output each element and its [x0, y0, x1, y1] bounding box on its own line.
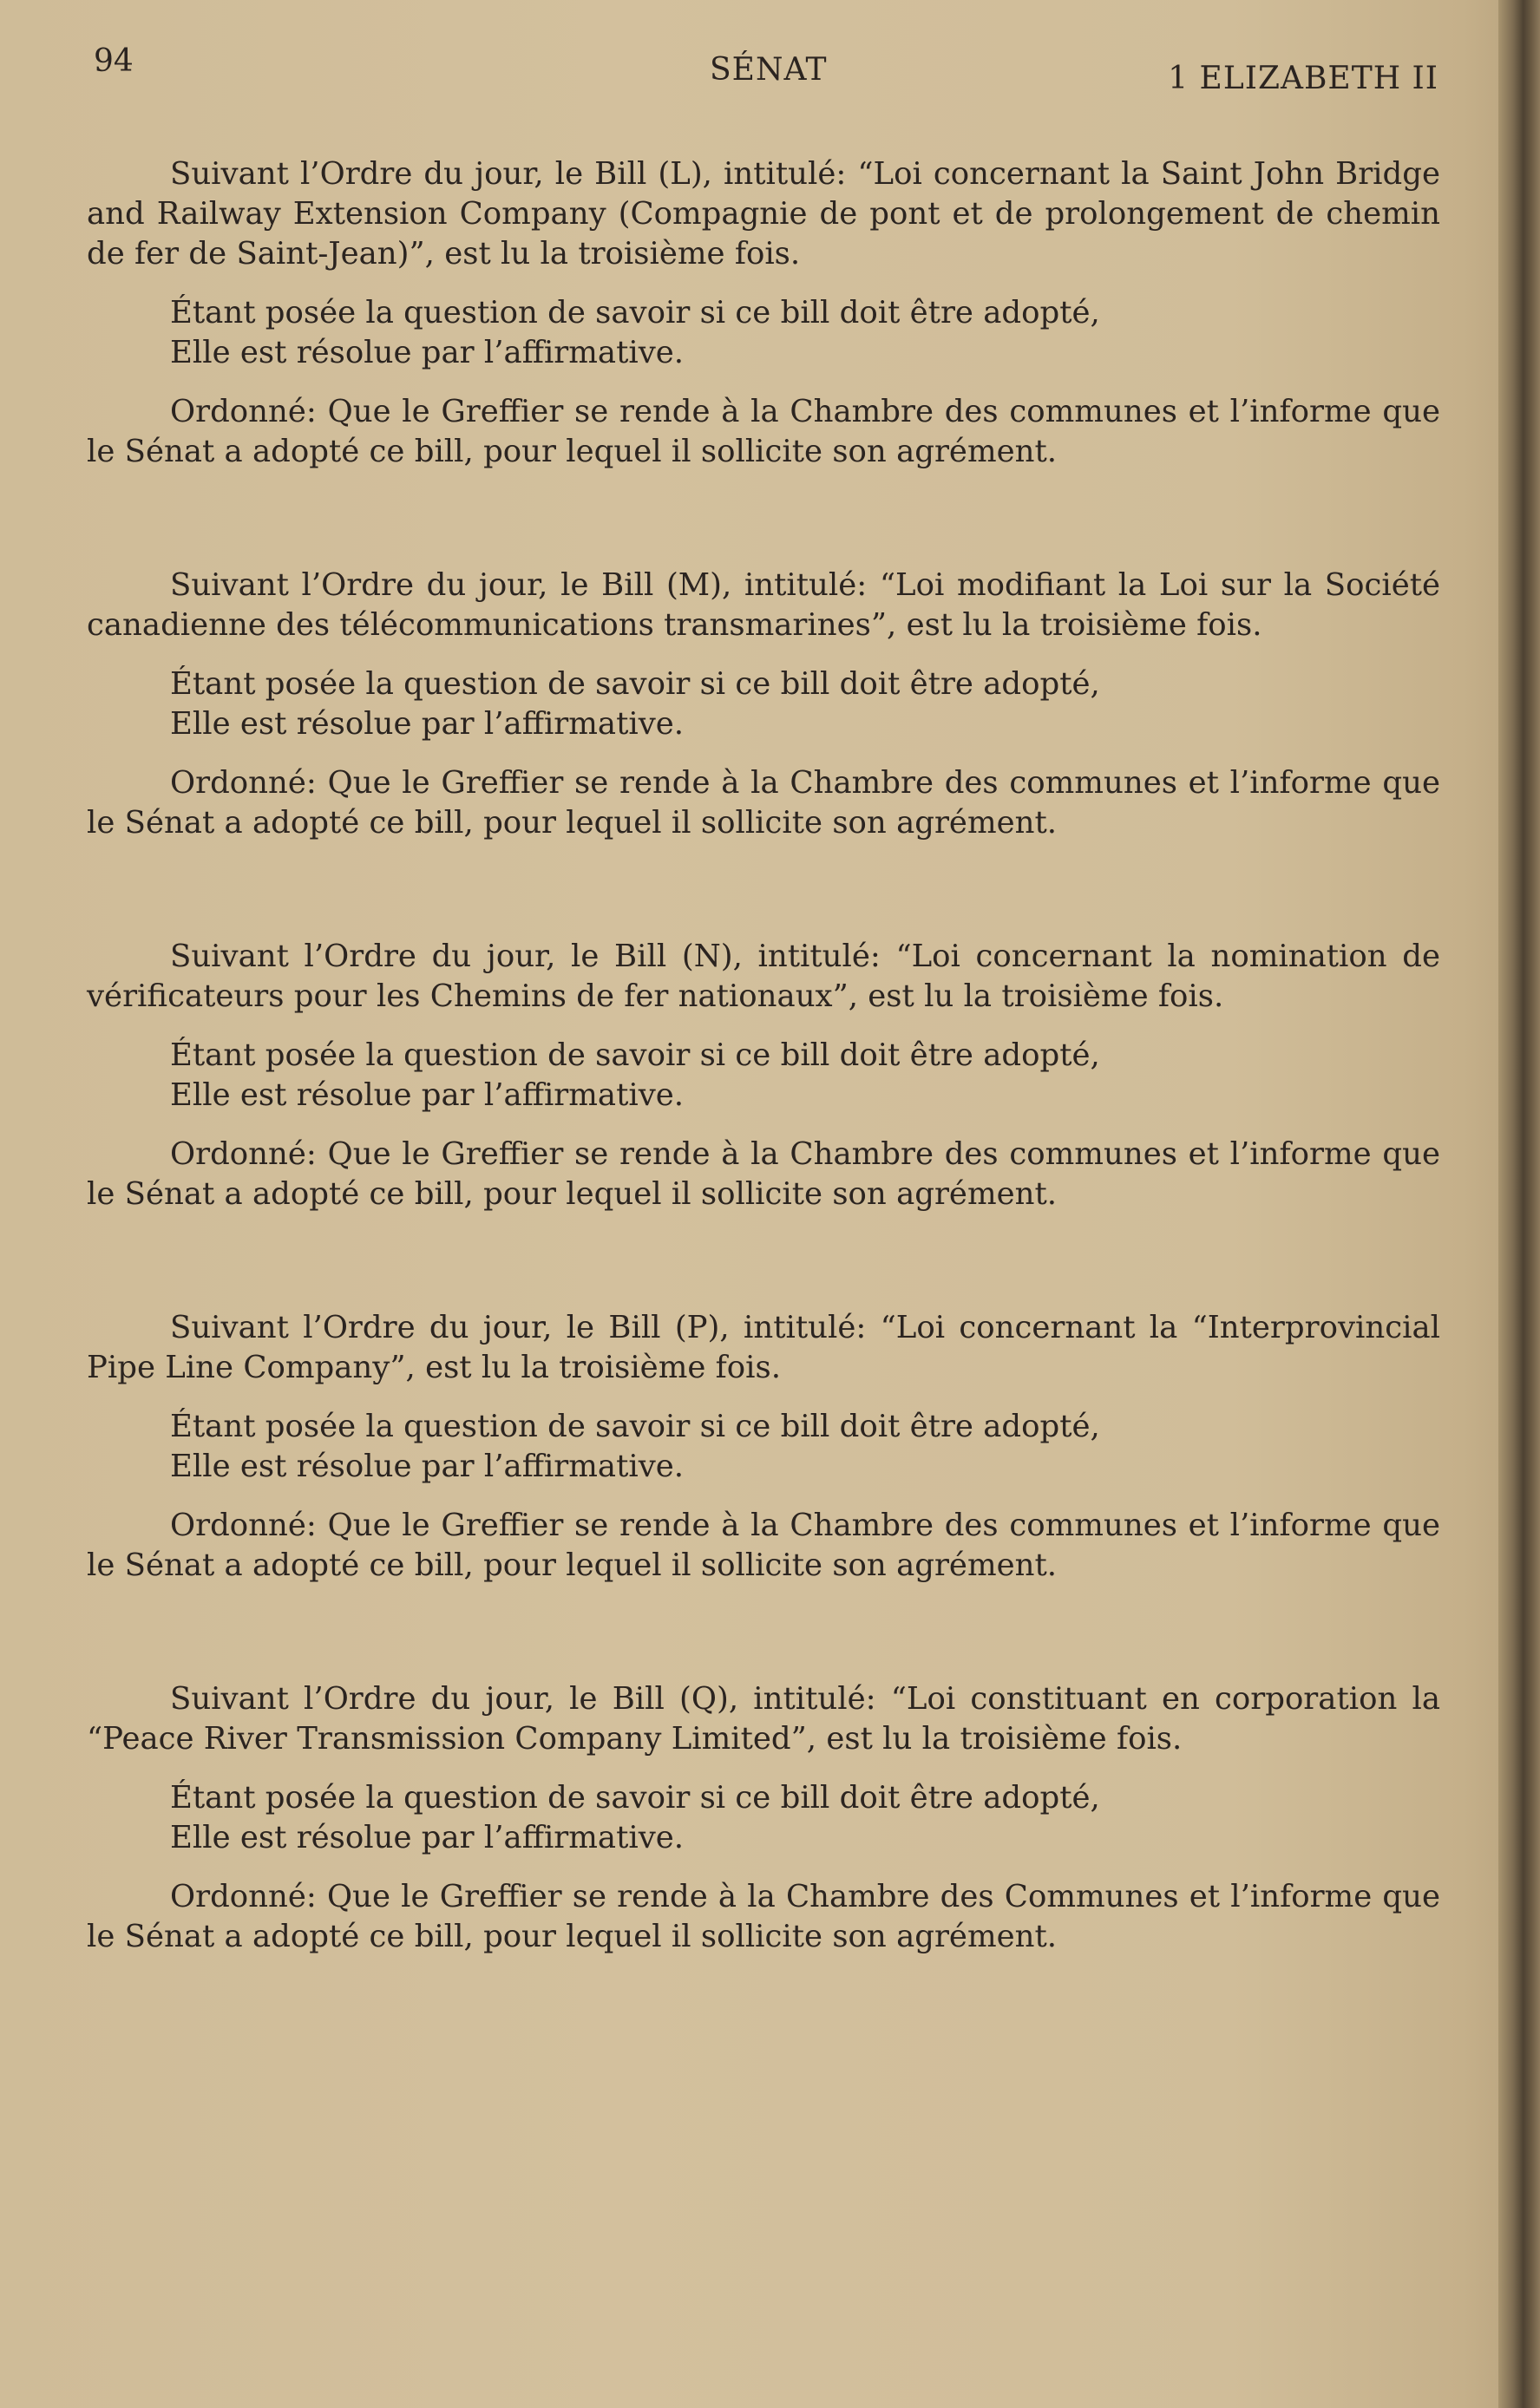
question-block [170, 1778, 1440, 1858]
question-text: Étant posée la question de savoir si ce bill doit être adopté, [170, 295, 1100, 330]
bill-entry-q [87, 1679, 1440, 1957]
question-text: Étant posée la question de savoir si ce bill doit être adopté, [170, 1037, 1100, 1073]
bill-entry-l [87, 154, 1440, 472]
bill-lead-paragraph: Suivant l’Ordre du jour, le Bill (L), intitulé: “Loi concernant la Saint John Bridge and Railway Extension Company (Compagnie de pont et de prolongement de chemin de fer de Saint-Jean)”, est lu la troisième fois. [87, 156, 1440, 272]
order-paragraph: Ordonné: Que le Greffier se rende à la Chambre des communes et l’informe que le Sénat a adopté ce bill, pour lequel il sollicite son agrément. [87, 1136, 1440, 1212]
result-text: Elle est résolue par l’affirmative. [170, 1449, 685, 1484]
bill-lead-paragraph: Suivant l’Ordre du jour, le Bill (N), intitulé: “Loi concernant la nomination de vérificateurs pour les Chemins de fer nationaux”, est lu la troisième fois. [87, 939, 1440, 1014]
result-text: Elle est résolue par l’affirmative. [170, 1820, 685, 1855]
question-text: Étant posée la question de savoir si ce bill doit être adopté, [170, 1780, 1100, 1816]
result-text: Elle est résolue par l’affirmative. [170, 335, 685, 370]
bill-entry-p [87, 1308, 1440, 1586]
result-text: Elle est résolue par l’affirmative. [170, 706, 685, 742]
bill-lead-paragraph: Suivant l’Ordre du jour, le Bill (P), intitulé: “Loi concernant la “Interprovincial Pipe Line Company”, est lu la troisième fois. [87, 1310, 1440, 1385]
running-title: SÉNAT [710, 52, 828, 88]
order-paragraph: Ordonné: Que le Greffier se rende à la Chambre des communes et l’informe que le Sénat a adopté ce bill, pour lequel il sollicite son agrément. [87, 765, 1440, 841]
book-gutter-shadow [1498, 0, 1540, 2408]
question-block [170, 664, 1440, 744]
order-paragraph: Ordonné: Que le Greffier se rende à la Chambre des communes et l’informe que le Sénat a adopté ce bill, pour lequel il sollicite son agrément. [87, 1508, 1440, 1583]
bill-entry-m [87, 566, 1440, 843]
page-header [94, 43, 1438, 95]
page-number: 94 [94, 43, 134, 79]
order-paragraph: Ordonné: Que le Greffier se rende à la Chambre des communes et l’informe que le Sénat a adopté ce bill, pour lequel il sollicite son agrément. [87, 394, 1440, 469]
question-text: Étant posée la question de savoir si ce bill doit être adopté, [170, 666, 1100, 702]
question-block [170, 1407, 1440, 1487]
bill-lead-paragraph: Suivant l’Ordre du jour, le Bill (M), intitulé: “Loi modifiant la Loi sur la Société canadienne des télécommunications transmarines”, est lu la troisième fois. [87, 567, 1440, 643]
running-head-right: 1 ELIZABETH II [1168, 61, 1438, 96]
question-text: Étant posée la question de savoir si ce bill doit être adopté, [170, 1409, 1100, 1444]
bill-entry-n [87, 937, 1440, 1214]
question-block [170, 293, 1440, 373]
question-block [170, 1036, 1440, 1116]
page-body [87, 154, 1440, 1957]
order-paragraph: Ordonné: Que le Greffier se rende à la Chambre des Communes et l’informe que le Sénat a adopté ce bill, pour lequel il sollicite son agrément. [87, 1879, 1440, 1954]
bill-lead-paragraph: Suivant l’Ordre du jour, le Bill (Q), intitulé: “Loi constituant en corporation la “Peace River Transmission Company Limited”, est lu la troisième fois. [87, 1681, 1440, 1757]
result-text: Elle est résolue par l’affirmative. [170, 1077, 685, 1113]
